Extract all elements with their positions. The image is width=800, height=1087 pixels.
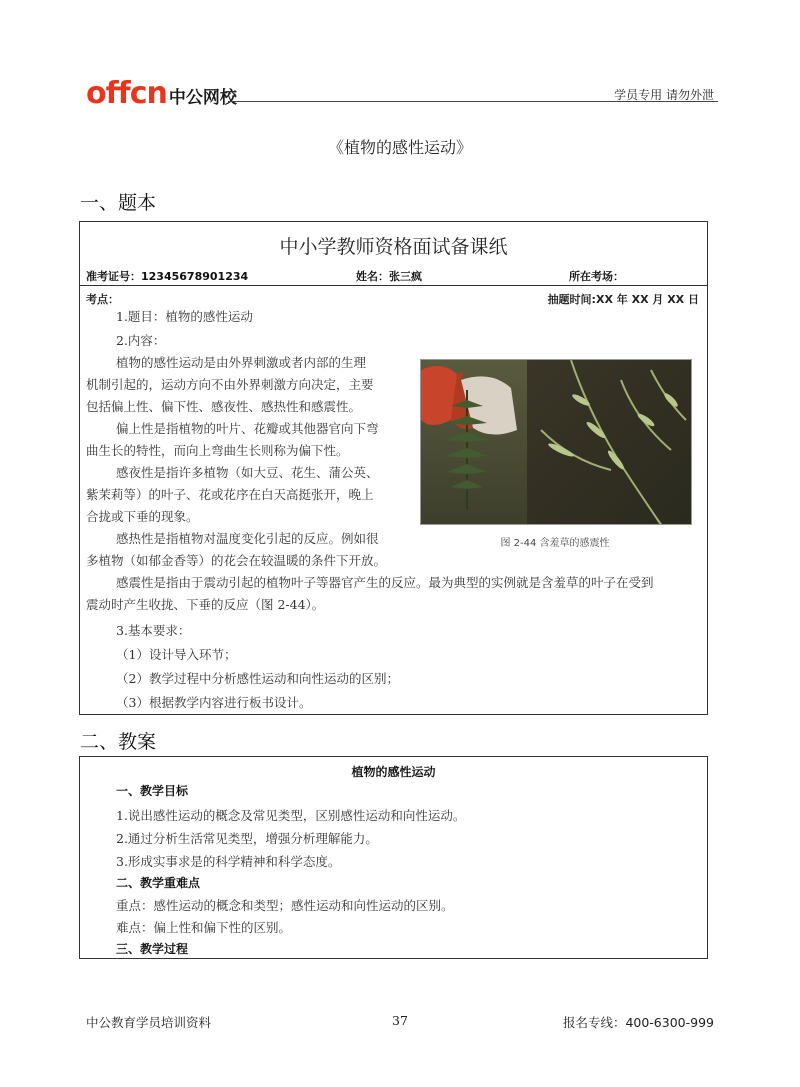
candidate-name: 姓名：张三疯	[356, 270, 422, 283]
mimosa-photo	[420, 359, 692, 525]
offcn-logo	[86, 76, 237, 111]
goal-item: 2.通过分析生活常见类型，增强分析理解能力。	[116, 831, 378, 846]
logo-text-cn: 中公网校	[168, 88, 237, 108]
content-line: 感热性是指植物对温度变化引起的反应。例如很	[116, 531, 379, 546]
topic-line: 1.题目：植物的感性运动	[116, 309, 253, 324]
footer-hotline: 报名专线：400-6300-999	[562, 1015, 714, 1030]
page-number: 37	[392, 1013, 408, 1028]
logo-text-en: offcn	[86, 76, 167, 111]
footer-source: 中公教育学员培训资料	[86, 1015, 212, 1030]
requirement-item: （2）教学过程中分析感性运动和向性运动的区别；	[116, 671, 399, 686]
content-line: 感震性是指由于震动引起的植物叶子等器官产生的反应。最为典型的实例就是含羞草的叶子在受到	[116, 575, 654, 590]
draw-time: 抽题时间:XX 年 XX 月 XX 日	[547, 293, 699, 306]
admission-number: 准考证号：12345678901234	[86, 270, 249, 283]
requirement-item: （1）设计导入环节；	[116, 647, 237, 662]
goals-heading: 一、教学目标	[116, 784, 189, 798]
goal-item: 3.形成实事求是的科学精神和科学态度。	[116, 854, 341, 869]
difficult-point: 难点：偏上性和偏下性的区别。	[116, 920, 292, 935]
section-heading-question: 一、题本	[80, 192, 157, 214]
content-line: 合拢或下垂的现象。	[86, 509, 199, 524]
process-heading: 三、教学过程	[116, 942, 189, 956]
requirement-item: （3）根据教学内容进行板书设计。	[116, 695, 312, 710]
goal-item: 1.说出感性运动的概念及常见类型，区别感性运动和向性运动。	[116, 808, 466, 823]
section-heading-lesson-plan: 二、教案	[80, 731, 157, 753]
content-line: 包括偏上性、偏下性、感夜性、感热性和感震性。	[86, 399, 362, 414]
exam-venue: 所在考场：	[569, 270, 624, 283]
content-line: 震动时产生收拢、下垂的反应（图 2-44）。	[86, 597, 325, 612]
key-points-heading: 二、教学重难点	[116, 876, 201, 890]
confidential-note: 学员专用 请勿外泄	[614, 88, 714, 102]
exam-site-label: 考点：	[86, 293, 119, 306]
content-line: 紫茉莉等）的叶子、花或花序在白天高挺张开，晚上	[86, 487, 374, 502]
requirements-label: 3.基本要求：	[116, 623, 191, 638]
content-line: 感夜性是指许多植物（如大豆、花生、蒲公英、	[116, 465, 379, 480]
content-label: 2.内容：	[116, 333, 166, 348]
content-line: 偏上性是指植物的叶片、花瓣或其他器官向下弯	[116, 421, 379, 436]
content-line: 多植物（如郁金香等）的花会在较温暖的条件下开放。	[86, 553, 387, 568]
figure-caption: 图 2-44 含羞草的感震性	[500, 538, 610, 549]
document-title: 《植物的感性运动》	[327, 138, 472, 157]
key-point: 重点：感性运动的概念和类型；感性运动和向性运动的区别。	[116, 898, 454, 913]
sheet-divider	[80, 285, 707, 286]
sheet-title: 中小学教师资格面试备课纸	[279, 236, 508, 258]
lesson-plan-title: 植物的感性运动	[351, 765, 436, 779]
content-line: 曲生长的特性，而向上弯曲生长则称为偏下性。	[86, 443, 349, 458]
content-line: 机制引起的，运动方向不由外界刺激方向决定，主要	[86, 377, 374, 392]
content-line: 植物的感性运动是由外界刺激或者内部的生理	[116, 355, 367, 370]
